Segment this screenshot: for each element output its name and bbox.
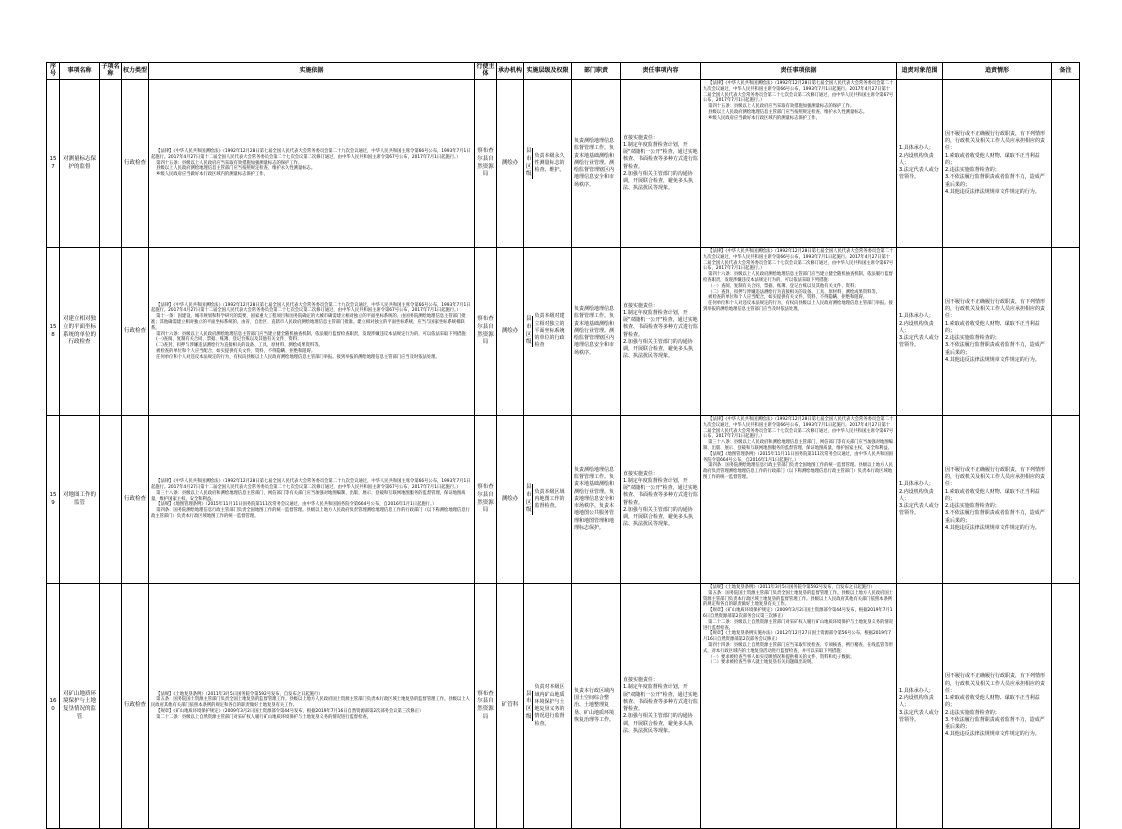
cell-basis xyxy=(149,416,475,584)
cell-item-name: 对建立相对独立的平面坐标系统的单位的行政检查 xyxy=(60,248,100,416)
basis-paragraph: 【规章】《矿山地质环境保护规定》（2009年3月2日国土资源部令第44号发布，根据2019年7月16日自然资源部第2次部务会议第三次修正） xyxy=(156,708,424,714)
basis-paragraph: 第二十二条：县级以上自然资源主管部门对采矿权人履行矿山地质环境保护与土地复垦义务的情况进行监督检查。 xyxy=(156,714,371,720)
cell-content: 直接实施责任： 1.制定年度监督检查计划，开展"双随机一公开"检查，通过实地核查、书面检查等多种方式进行监督检查。 2.加强与相关主管部门的沟通协调，开展联合检查，避免多头执法、执法扰民等现象。 xyxy=(621,248,701,416)
cell-org: 测绘办 xyxy=(497,248,524,416)
basis2-paragraph: （二）要求被检查当事人就土地复垦有关问题做出说明。 xyxy=(708,660,816,666)
header-content: 责任事项内容 xyxy=(621,63,701,80)
header-subitem-name: 子项名称 xyxy=(100,63,122,80)
level-scope: 负责对本级区域内矿山地质环境保护与土地复垦义务的情况进行监督检查。 xyxy=(534,684,565,727)
cell-duty: 负责测绘地理信息监督管理工作。负责本地基础测绘和测绘行业管理。测绘监督管理辖区内地理信息安全和市场秩序。 xyxy=(572,248,621,416)
table-row xyxy=(47,416,1080,584)
basis2-paragraph: 【法律】《中华人民共和国测绘法》（1992年12月28日第七届全国人民代表大会常务委员会第二十九次会议通过，中华人民共和国主席令第66号公布，1993年7月1日起施行。2017年4月27日第十二届全国人民代表大会常务委员会第二十七次会议第二次修订通过，由中华人民共和国主席令第67号公布，2017年7月1日起施行。） xyxy=(703,249,894,272)
basis-paragraph: (二)查封、扣押与涉嫌违法测绘行为直接相关的设备、工具、原材料、测绘成果资料等。 xyxy=(156,343,323,349)
basis2-paragraph: 被检查的单位和个人应当配合，如实提供有关文件、资料，不得隐瞒、拒绝和阻碍。 xyxy=(708,295,868,301)
cell-content: 直接实施责任： 1.制定年度监督检查计划，开展"双随机一公开"检查，通过实地核查、书面检查等多种方式进行监督检查。 2.加强与相关主管部门的沟通协调，开展联合检查，避免多头执法、执法扰民等现象。 xyxy=(621,584,701,829)
basis-paragraph: 【法律】《中华人民共和国测绘法》（1992年12月28日第七届全国人民代表大会常务委员会第二十九次会议通过，中华人民共和国主席令第66号公布，1993年7月1日起施行。2017年4月27日第十二届全国人民代表大会常务委员会第二十七次会议第二次修订通过，由中华人民共和国主席令第67号公布，2017年7月1日起施行。） xyxy=(151,149,471,160)
basis-paragraph: 被检查的单位和个人应当配合，如实提供有关文件、资料，不得隐瞒、拒绝和阻碍。 xyxy=(156,348,316,354)
level-tier: 县市区级 xyxy=(526,484,532,514)
cell-subitem-name xyxy=(100,80,122,248)
cell-power-type: 行政检查 xyxy=(122,248,149,416)
basis-paragraph: 第四条：国务院测绘地理信息行政主管部门负责全国地图工作的统一监督管理。县级以上地方人民政府负责管理测绘地理信息工作的行政部门（以下称测绘地理信息行政主管部门）负责本行政区域地图工作的统一监督管理。 xyxy=(151,508,470,519)
level-tier: 县市区级 xyxy=(526,316,532,346)
cell-duty: 负责测绘地理信息监督管理工作。负责本地基础测绘和测绘行业管理。负责地理信息安全和市场秩序。负责本地地图公共服务管理和地图管理和地理标志保护。 xyxy=(572,416,621,584)
cell-note xyxy=(1052,80,1080,248)
cell-subject: 察布查尔县自然资源局 xyxy=(475,416,497,584)
header-situations: 追责情形 xyxy=(943,63,1052,80)
basis-paragraph: 第三十八条：县级以上人民政府和测绘地理信息主管部门、网信部门等有关部门应当加强对地图编制、出版、展示、登载和互联网地图服务的监督管理，保证地图质量，维护国家主权、安全和利益。 xyxy=(151,490,466,502)
cell-targets: 1.具体承办人； 2.内设机构负责人； 3.法定代表人或分管领导。 xyxy=(897,584,943,829)
cell-org: 测绘办 xyxy=(497,80,524,248)
basis2-paragraph: 第四条：国务院测绘地理信息行政主管部门负责全国地图工作的统一监督管理。县级以上地方人民政府负责管理测绘地理信息工作的行政部门（以下称测绘地理信息行政主管部门）负责本行政区域地图工作的统一监督管理。 xyxy=(703,463,893,480)
cell-power-type: 行政检查 xyxy=(122,80,149,248)
level-tier: 县市区级 xyxy=(526,148,532,178)
basis2-paragraph: 【法规】《土地复垦条例》（2011年3月5日国务院令第592号发布，自发布之日起施行） xyxy=(708,585,875,590)
cell-situations: 因不履行或不正确履行行政职责，有下列情形的，行政机关及相关工作人员应承担相应的责任： 1.索取或者收受他人财物、谋取不正当利益的； 2.违法实施监督检查的； 3.不依法履行监督职责或者监督不力，造成严重后果的； 4.其他违反法律法规规章文件规定的行为。 xyxy=(943,248,1052,416)
header-basis2: 责任事项依据 xyxy=(701,63,897,80)
table-row xyxy=(47,80,1080,248)
basis-paragraph: 【法律】《中华人民共和国测绘法》（1992年12月28日第七届全国人民代表大会常务委员会第二十九次会议通过，中华人民共和国主席令第66号公布，1993年7月1日起施行。2017年4月27日第十二届全国人民代表大会常务委员会第二十七次会议第二次修订通过，由中华人民共和国主席令第67号公布，2017年7月1日起施行。） xyxy=(151,302,471,314)
basis-paragraph: 【法规】《土地复垦条例》（2011年3月5日国务院令第592号发布，自发布之日起施行） xyxy=(156,691,323,697)
basis2-paragraph: 第四十五条：县级以上人民政府应当采取有效措施加强测量标志的保护工作。 xyxy=(708,104,855,110)
cell-basis2 xyxy=(701,80,897,248)
basis2-paragraph: 第四十六条：县级以上人民政府测绘地理信息主管部门应当建立健全随机抽查机制，依法履行监督检查职责，发现涉嫌违反本法规定行为的，可以依法采取下列措施： xyxy=(703,272,893,283)
cell-item-name: 对地图工作的监管 xyxy=(60,416,100,584)
basis-paragraph: 第四十六条：县级以上人民政府测绘地理信息主管部门应当建立健全随机抽查机制，依法履行监督检查职责，发现涉嫌违反本法规定行为的，可以依法采取下列措施： xyxy=(156,331,470,337)
basis2-paragraph: 第二十二条：县级以上自然资源主管部门对采矿权人履行矿山地质环境保护与土地复垦义务的情况进行监督检查。 xyxy=(703,619,893,631)
basis2-paragraph: 【规章】《矿山地质环境保护规定》（2009年3月2日国土资源部令第44号发布，根据2019年7月16日自然资源部第2次部务会议第三次修正） xyxy=(703,608,893,619)
cell-no: 158 xyxy=(47,248,60,416)
cell-level xyxy=(524,584,572,829)
basis2-paragraph: 第五条：国务院国土资源主管部门负责全国土地复垦的监督管理工作。县级以上地方人民政府国土资源主管部门负责本行政区域土地复垦的监督管理工作。县级以上人民政府其他有关部门依照本条例的规定和各自的职责做好土地复垦有关工作。 xyxy=(703,590,893,608)
basis-paragraph: 任何单位和个人对违反本法规定的行为，有权向县级以上人民政府测绘地理信息主管部门举报。接到举报的测绘地理信息主管部门应当及时依法处理。 xyxy=(156,354,440,360)
cell-subitem-name xyxy=(100,248,122,416)
header-basis: 实施依据 xyxy=(149,63,475,80)
header-targets: 追责对象范围 xyxy=(897,63,943,80)
basis2-paragraph: 【法律】《中华人民共和国测绘法》（1992年12月28日第七届全国人民代表大会常务委员会第二十九次会议通过，中华人民共和国主席令第66号公布，1993年7月1日起施行。2017年4月27日第十二届全国人民代表大会常务委员会第二十七次会议第二次修订通过，由中华人民共和国主席令第67号公布，2017年7月1日起施行。） xyxy=(703,81,894,104)
cell-no: 159 xyxy=(47,416,60,584)
cell-level xyxy=(524,416,572,584)
cell-no: 157 xyxy=(47,80,60,248)
cell-targets: 1.具体承办人； 2.内设机构负责人； 3.法定代表人或分管领导。 xyxy=(897,416,943,584)
header-no: 序号 xyxy=(47,63,60,80)
cell-item-name: 对测量标志保护的监督 xyxy=(60,80,100,248)
basis2-paragraph: 【法规】《地图管理条例》（2015年11月11日国务院第111次常务会议通过，由中华人民共和国国务院令第664号公布，自2016年1月1日起施行。） xyxy=(703,451,893,463)
level-scope: 负责本级永久性测量标志的检查、维护。 xyxy=(534,152,565,174)
basis-paragraph: 【法规】《地图管理条例》（2015年11月11日国务院第111次常务会议通过，由中华人民共和国国务院令第664号公布，自2016年1月1日起施行。） xyxy=(156,502,437,508)
basis2-paragraph: 【法律】《中华人民共和国测绘法》（1992年12月28日第七届全国人民代表大会常务委员会第二十九次会议通过，中华人民共和国主席令第66号公布，1993年7月1日起施行。2017年4月27日第十二届全国人民代表大会常务委员会第二十七次会议第二次修订通过，由中华人民共和国主席令第67号公布，2017年7月1日起施行。） xyxy=(703,417,894,440)
header-duty: 部门职责 xyxy=(572,63,621,80)
level-tier: 县市区级 xyxy=(526,690,532,720)
cell-subject: 察布查尔县自然资源局 xyxy=(475,80,497,248)
authority-list-table xyxy=(46,62,1080,829)
header-subject: 行使主体 xyxy=(475,63,497,80)
table-header-row xyxy=(47,63,1080,80)
cell-targets: 1.具体承办人； 2.内设机构负责人； 3.法定代表人或分管领导。 xyxy=(897,80,943,248)
cell-subitem-name xyxy=(100,584,122,829)
table-row xyxy=(47,584,1080,829)
basis2-paragraph: 县级以上人民政府测绘地理信息主管部门应当按照规定检查、维护永久性测量标志。 xyxy=(708,109,868,115)
basis2-paragraph: （一）查阅、复制有关合同、票据、账簿、登记台账以及其他有关文件、资料； xyxy=(708,283,859,289)
basis-paragraph: 【法律】《中华人民共和国测绘法》（1992年12月28日第七届全国人民代表大会常务委员会第二十九次会议通过，中华人民共和国主席令第66号公布，1993年7月1日起施行。2017年4月27日第十二届全国人民代表大会常务委员会第二十七次会议第二次修订通过，由中华人民共和国主席令第67号公布，2017年7月1日起施行。） xyxy=(151,479,471,490)
level-scope: 负责本级对建立相对独立的平面坐标系统的单位的行政检查 xyxy=(534,313,565,349)
table-row xyxy=(47,248,1080,416)
cell-content: 直接实施责任： 1.制定年度监督检查计划，开展"双随机一公开"检查，通过实地核查、书面检查等多种方式进行监督检查。 2.加强与相关主管部门的沟通协调，开展联合检查，避免多头执法、执法扰民等现象。 xyxy=(621,416,701,584)
cell-situations: 因不履行或不正确履行行政职责，有下列情形的，行政机关及相关工作人员应承担相应的责任： 1.索取或者收受他人财物、谋取不正当利益的； 2.违法实施监督检查的； 3.不依法履行监督职责或者监督不力，造成严重后果的； 4.其他违反法律法规规章文件规定的行为。 xyxy=(943,584,1052,829)
cell-targets: 1.具体承办人； 2.内设机构负责人； 3.法定代表人或分管领导。 xyxy=(897,248,943,416)
cell-duty: 负责测绘地理信息监督管理工作。负责本地基础测绘和测绘行业管理。测绘监督管理辖区内地理信息安全和市场秩序。 xyxy=(572,80,621,248)
basis2-paragraph: （一）要求被检查当事人如实反映情况和提供相关的文件、资料和电子数据； xyxy=(708,654,855,660)
basis-paragraph: 县级以上人民政府测绘地理信息主管部门应当按照规定检查、维护永久性测量标志。 xyxy=(156,166,316,172)
cell-level xyxy=(524,248,572,416)
cell-situations: 因不履行或不正确履行行政职责，有下列情形的，行政机关及相关工作人员应承担相应的责任： 1.索取或者收受他人财物、谋取不正当利益的； 2.违法实施监督检查的； 3.不依法履行监督职责或者监督不力，造成严重后果的； 4.其他违反法律法规规章文件规定的行为。 xyxy=(943,80,1052,248)
cell-subject: 察布查尔县自然资源局 xyxy=(475,248,497,416)
cell-basis xyxy=(149,248,475,416)
cell-subitem-name xyxy=(100,416,122,584)
header-item-name: 事项名称 xyxy=(60,63,100,80)
cell-basis2 xyxy=(701,584,897,829)
basis2-paragraph: 第三十八条：县级以上人民政府和测绘地理信息主管部门、网信部门等有关部门应当加强对地图编制、出版、展示、登载和互联网地图服务的监督管理，保证地图质量，维护国家主权、安全和利益。 xyxy=(703,440,893,451)
cell-duty: 负责本行政区域内国土空间综合整治、土地整理复垦、矿山地质环境恢复治理等工作。 xyxy=(572,584,621,829)
basis2-paragraph: 任何单位和个人对违反本法规定的行为，有权向县级以上人民政府测绘地理信息主管部门举报。接到举报的测绘地理信息主管部门应当及时依法处理。 xyxy=(703,301,893,312)
header-power-type: 权力类型 xyxy=(122,63,149,80)
basis-paragraph: (一)查阅、复制有关合同、票据、账簿、登记台账以及其他有关文件、资料； xyxy=(156,337,302,343)
header-level: 实施层级及权限 xyxy=(524,63,572,80)
cell-org: 测绘办 xyxy=(497,416,524,584)
cell-no: 160 xyxy=(47,584,60,829)
cell-subject: 察布查尔县自然资源局 xyxy=(475,584,497,829)
cell-basis xyxy=(149,80,475,248)
header-org: 承办机构 xyxy=(497,63,524,80)
basis2-paragraph: 【规章】《土地复垦条例实施办法》（2012年12月27日国土资源部令第56号公布，根据2019年7月16日自然资源部第2次部务会议修正） xyxy=(703,631,891,643)
basis-paragraph: 乡级人民政府应当做好本行政区域内的测量标志保护工作。 xyxy=(156,172,268,178)
cell-basis2 xyxy=(701,248,897,416)
basis2-paragraph: （二）查封、扣押与涉嫌违法测绘行为直接相关的设备、工具、原材料、测绘成果资料等。 xyxy=(708,289,881,295)
basis-paragraph: 第五条：国务院国土资源主管部门负责全国土地复垦的监督管理工作。县级以上地方人民政府国土资源主管部门负责本行政区域土地复垦的监督管理工作。县级以上人民政府其他有关部门依照本条例的规定和各自的职责做好土地复垦有关工作。 xyxy=(151,697,470,709)
basis2-paragraph: 第四十四条：县级以上自然资源主管部门应当采取年度检查、专项核查、例行稽查、在线监管等形式，对本行政区域内的土地复垦活动进行监督检查，并可以采取下列措施： xyxy=(703,642,893,654)
cell-item-name: 对矿山地质环境保护与土地复垦情况的监管 xyxy=(60,584,100,829)
level-scope: 负责本级区域内地图工作的监督检查。 xyxy=(534,488,565,510)
cell-situations: 因不履行或不正确履行行政职责，有下列情形的，行政机关及相关工作人员应承担相应的责任： 1.索取或者收受他人财物、谋取不正当利益的； 2.违法实施监督检查的； 3.不依法履行监督职责或者监督不力，造成严重后果的； 4.其他违反法律法规规章文件规定的行为。 xyxy=(943,416,1052,584)
cell-note xyxy=(1052,248,1080,416)
cell-power-type: 行政检查 xyxy=(122,584,149,829)
cell-basis xyxy=(149,584,475,829)
basis-paragraph: 第十一条：因建设、城市规划和科学研究的需要，国家重大工程项目和国务院确定的大城市确需建立相对独立的平面坐标系统的，由国务院测绘地理信息主管部门批准；其他确需建立相对独立的平面坐标系统的，由省、自治区、直辖市人民政府测绘地理信息主管部门批准。建立相对独立的平面坐标系统，应当与国家坐标系统相联系。 xyxy=(151,314,466,331)
basis2-paragraph: 乡级人民政府应当做好本行政区域内的测量标志保护工作。 xyxy=(708,115,820,121)
cell-note xyxy=(1052,416,1080,584)
cell-level xyxy=(524,80,572,248)
cell-basis2 xyxy=(701,416,897,584)
cell-org: 矿管科 xyxy=(497,584,524,829)
basis-paragraph: 第四十五条：县级以上人民政府应当采取有效措施加强测量标志的保护工作。 xyxy=(156,160,303,166)
cell-note xyxy=(1052,584,1080,829)
cell-power-type: 行政检查 xyxy=(122,416,149,584)
header-note: 备注 xyxy=(1052,63,1080,80)
cell-content: 直接实施责任： 1.制定年度监督检查计划，开展"双随机一公开"检查，通过实地核查、书面检查等多种方式进行监督检查。 2.加强与相关主管部门的沟通协调，开展联合检查，避免多头执法、执法扰民等现象。 xyxy=(621,80,701,248)
